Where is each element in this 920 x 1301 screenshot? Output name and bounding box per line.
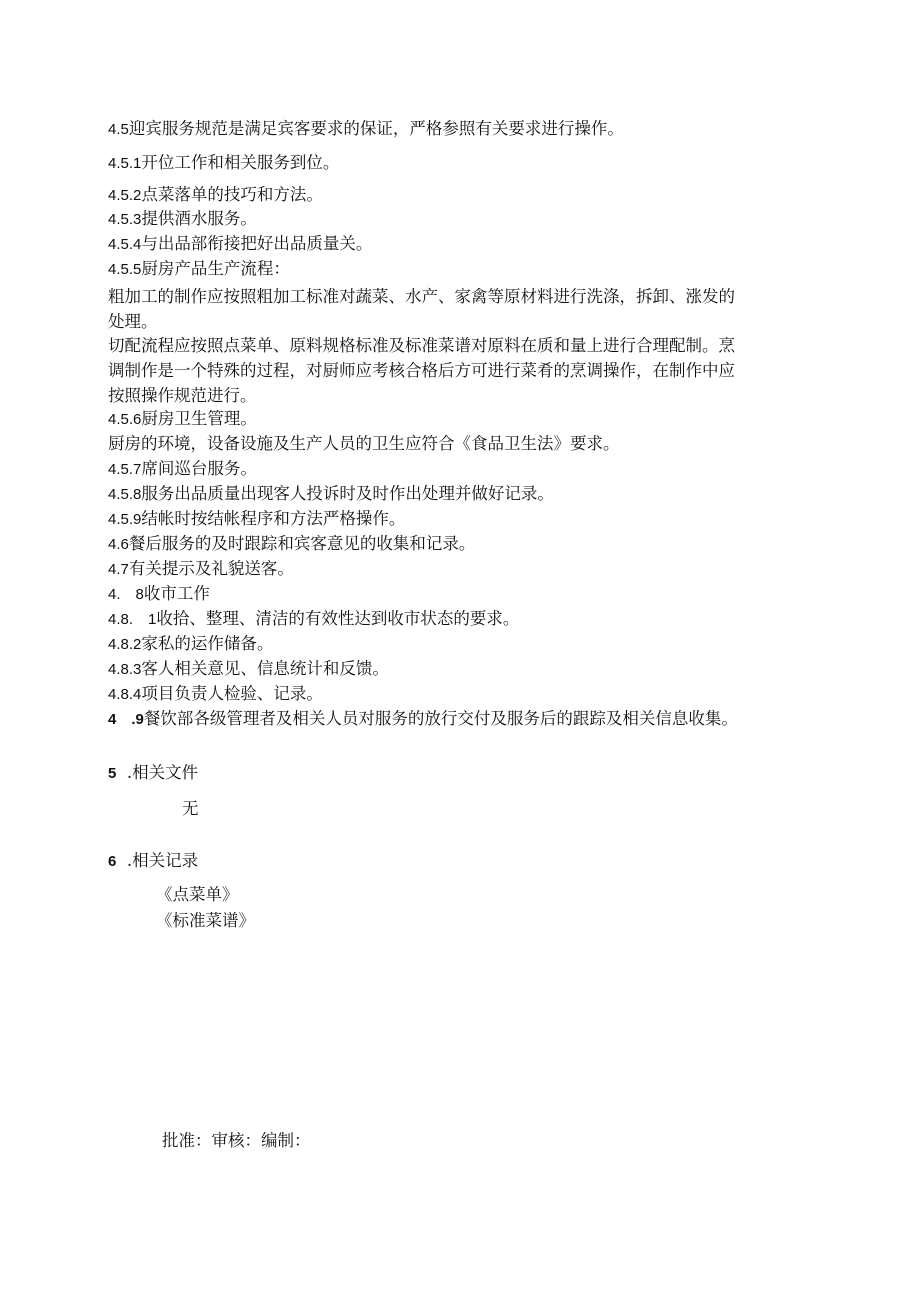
clause-4-8-3 [108,658,389,681]
clause-number: 4.5.5 [108,261,142,278]
clause-text: 迎宾服务规范是满足宾客要求的保证，严格参照有关要求进行操作。 [128,119,624,138]
clause-text: 结帐时按结帐程序和方法严格操作。 [141,509,406,528]
paragraph-rough-processing-line-1: 粗加工的制作应按照粗加工标准对蔬菜、水产、家禽等原材料进行洗涤，拆卸、涨发的 [108,287,735,306]
clause-number: 4.5.1 [108,155,142,172]
clause-4-5-3 [108,208,257,231]
clause-number: 4.8.3 [108,661,142,678]
clause-4-5-1 [108,152,339,175]
section-6-heading [108,850,198,873]
clause-text: 开位工作和相关服务到位。 [141,153,340,172]
clause-text: 提供酒水服务。 [141,209,257,228]
approval-signoff: 批准：审核：编制： [162,1131,311,1150]
section-number: 6 [108,853,117,870]
section-title: .相关文件 [126,763,199,782]
clause-text: 有关提示及礼貌送客。 [128,559,294,578]
section-5-heading [108,762,198,785]
clause-number: 4.5.2 [108,187,142,204]
record-item: 《标准菜谱》 [156,911,255,930]
clause-text: 厨房产品生产流程： [141,259,290,278]
clause-4-7 [108,558,294,581]
clause-text: 餐后服务的及时跟踪和宾客意见的收集和记录。 [128,534,476,553]
paragraph-cutting-line-3: 按照操作规范进行。 [108,386,257,405]
clause-4-6 [108,533,475,556]
clause-number: 4.5.4 [108,236,142,253]
section-title: .相关记录 [126,851,199,870]
clause-number: 4.8. 1 [108,611,157,628]
clause-4-5-7 [108,458,257,481]
clause-text: 客人相关意见、信息统计和反馈。 [141,659,389,678]
paragraph-cutting-line-2: 调制作是一个特殊的过程，对厨师应考核合格后方可进行菜肴的烹调操作，在制作中应 [108,361,735,380]
clause-4-5-5 [108,258,290,281]
clause-4-5-4 [108,233,372,256]
clause-text: 项目负责人检验、记录。 [141,684,323,703]
clause-text: 与出品部衔接把好出品质量关。 [141,234,373,253]
clause-4-5-9 [108,508,405,531]
section-number: 5 [108,765,117,782]
clause-number: 4.5.7 [108,461,142,478]
clause-number: 4.6 [108,536,129,553]
clause-4-5-6 [108,408,257,431]
clause-number: 4.8.4 [108,686,142,703]
clause-number: 4.8.2 [108,636,142,653]
clause-number: 4. 8 [108,586,144,603]
section-5-content: 无 [182,799,199,818]
clause-text: 家私的运作储备。 [141,634,274,653]
clause-text: 服务出品质量出现客人投诉时及时作出处理并做好记录。 [141,484,554,503]
paragraph-kitchen-hygiene: 厨房的环境，设备设施及生产人员的卫生应符合《食品卫生法》要求。 [108,434,620,453]
clause-number: 4 .9 [108,711,144,728]
clause-text: 餐饮部各级管理者及相关人员对服务的放行交付及服务后的跟踪及相关信息收集。 [143,709,738,728]
clause-number: 4.7 [108,561,129,578]
paragraph-cutting-line-1: 切配流程应按照点菜单、原料规格标准及标准菜谱对原料在质和量上进行合理配制。烹 [108,336,735,355]
clause-4-5-2 [108,184,323,207]
clause-text: 收市工作 [143,584,210,603]
clause-text: 收拾、整理、清洁的有效性达到收市状态的要求。 [156,609,520,628]
clause-text: 席间巡台服务。 [141,459,257,478]
clause-4-8-2 [108,633,273,656]
clause-4-5-8 [108,483,554,506]
clause-text: 厨房卫生管理。 [141,409,257,428]
clause-4-8-1 [108,608,519,631]
clause-4-8-4 [108,683,323,706]
clause-number: 4.5 [108,121,129,138]
clause-number: 4.5.8 [108,486,142,503]
clause-text: 点菜落单的技巧和方法。 [141,185,323,204]
clause-number: 4.5.9 [108,511,142,528]
paragraph-rough-processing-line-2: 处理。 [108,312,158,331]
record-item: 《点菜单》 [156,885,239,904]
clause-number: 4.5.6 [108,411,142,428]
clause-4-8 [108,583,210,606]
clause-4-5 [108,118,624,141]
clause-number: 4.5.3 [108,211,142,228]
clause-4-9 [108,708,738,731]
